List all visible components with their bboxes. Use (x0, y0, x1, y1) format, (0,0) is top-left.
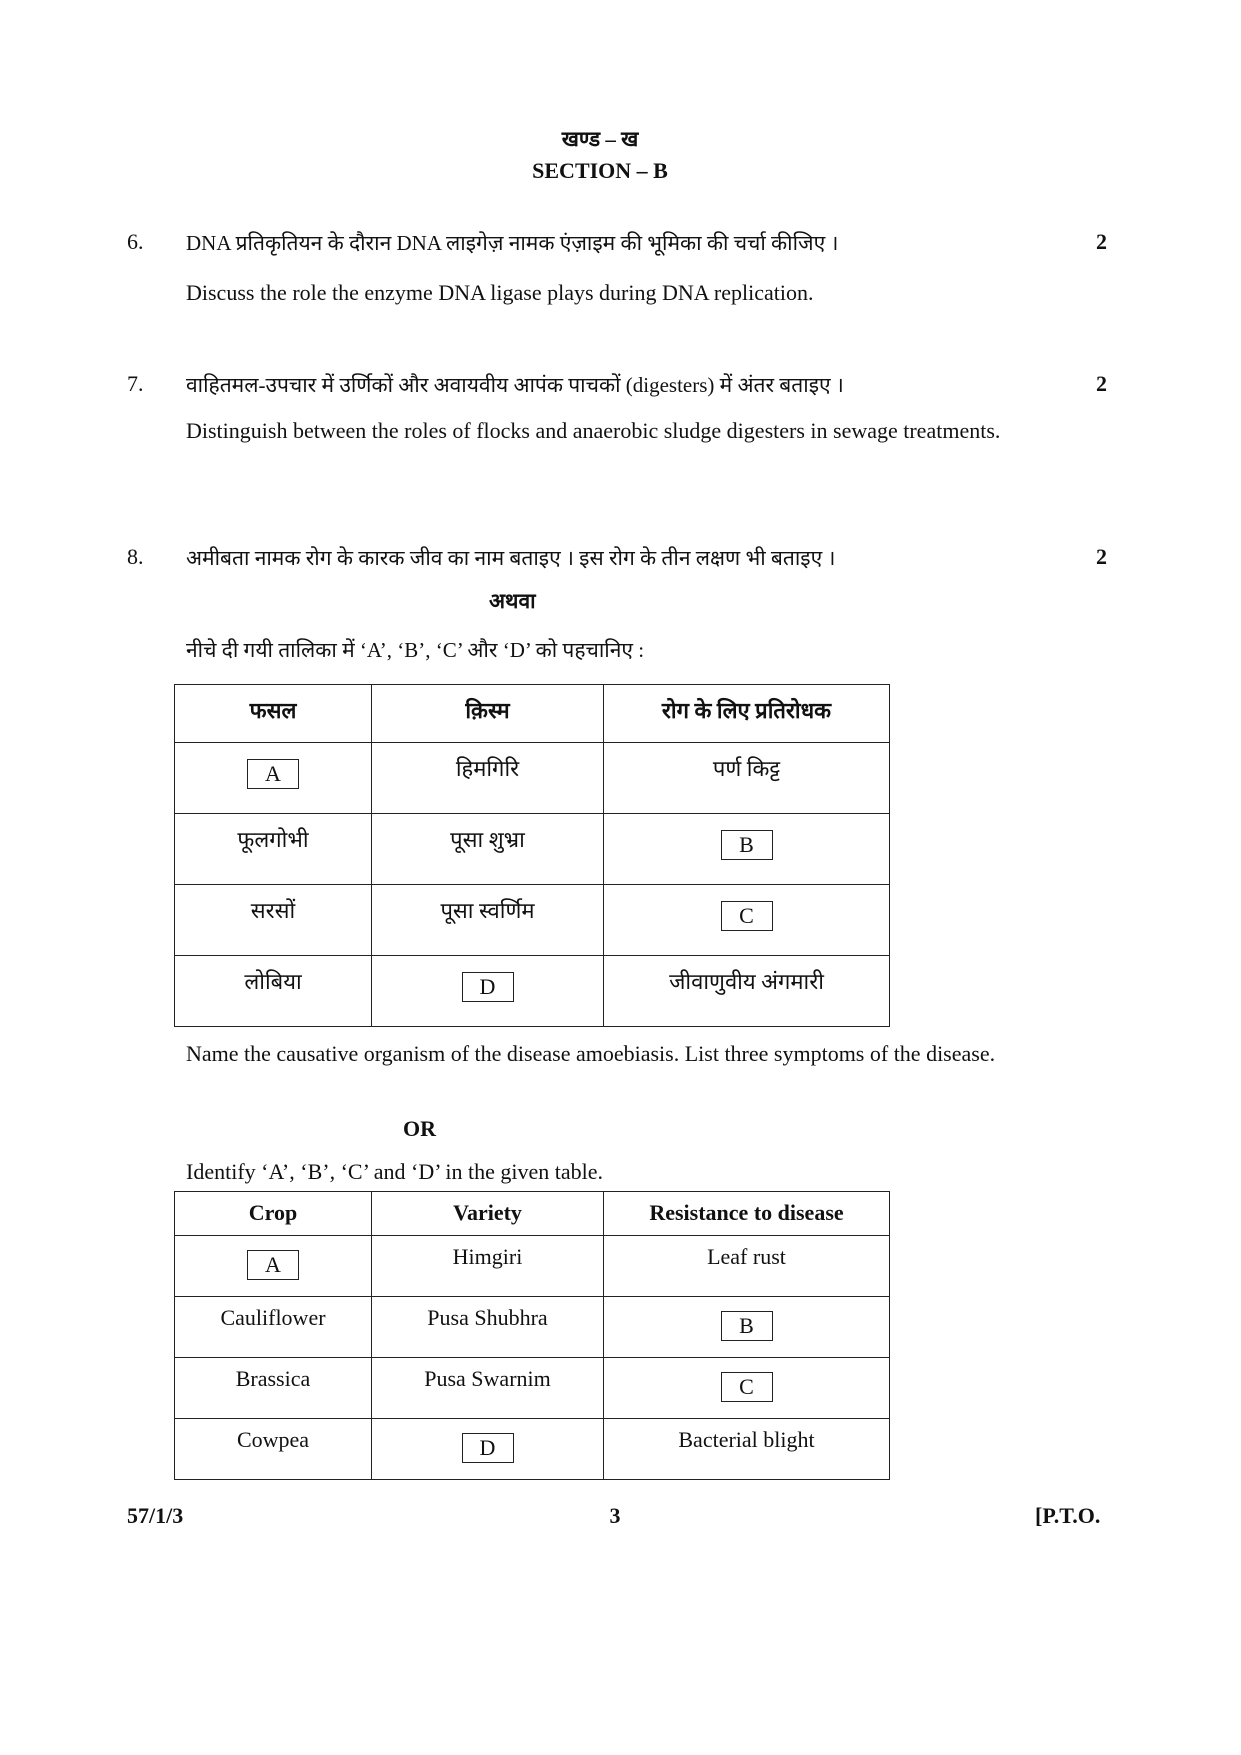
question-7-english: Distinguish between the roles of flocks and anaerobic sludge digesters in sewage treatments. (186, 418, 1001, 443)
table-row (175, 885, 890, 956)
or-english: OR (403, 1116, 436, 1141)
table-row (175, 743, 890, 814)
table-cell (372, 956, 604, 1027)
question-7-hindi: वाहितमल-उपचार में उर्णिकों और अवायवीय आपंक पाचकों (digesters) में अंतर बताइए । (186, 373, 844, 397)
table-english-header: Crop (175, 1192, 372, 1236)
table-cell: जीवाणुवीय अंगमारी (604, 956, 890, 1027)
table-cell (604, 1358, 890, 1419)
table-cell (604, 1297, 890, 1358)
table-cell: पर्ण किट्ट (604, 743, 890, 814)
table-hindi-header: रोग के लिए प्रतिरोधक (604, 685, 890, 743)
question-8-number: 8. (127, 544, 144, 569)
question-7-number: 7. (127, 371, 144, 396)
table-cell: Cowpea (175, 1419, 372, 1480)
table-hindi-header: क़िस्म (372, 685, 604, 743)
table-english (174, 1191, 890, 1480)
table-cell (175, 743, 372, 814)
table-row (175, 1358, 890, 1419)
table-cell: Himgiri (372, 1236, 604, 1297)
table-english-header-row (175, 1192, 890, 1236)
answer-box-d: D (462, 1433, 514, 1463)
pto-label: [P.T.O. (1035, 1503, 1101, 1528)
section-heading-hindi: खण्ड – ख (561, 127, 639, 151)
table-cell (372, 1419, 604, 1480)
table-cell: हिमगिरि (372, 743, 604, 814)
table-cell: पूसा शुभ्रा (372, 814, 604, 885)
answer-box-d: D (462, 972, 514, 1002)
table-cell (604, 814, 890, 885)
question-8-english: Name the causative organism of the disease amoebiasis. List three symptoms of the disease. (186, 1041, 996, 1066)
paper-code: 57/1/3 (127, 1503, 184, 1528)
table-cell: फूलगोभी (175, 814, 372, 885)
instruction-english: Identify ‘A’, ‘B’, ‘C’ and ‘D’ in the given table. (186, 1159, 604, 1184)
question-8-marks: 2 (1096, 544, 1107, 569)
question-6-marks: 2 (1096, 229, 1107, 254)
question-6-hindi: DNA प्रतिकृतियन के दौरान DNA लाइगेज़ नामक एंज़ाइम की भूमिका की चर्चा कीजिए । (186, 231, 839, 255)
section-heading-english: SECTION – B (532, 158, 668, 183)
or-hindi: अथवा (489, 589, 536, 613)
table-hindi-header-row (175, 685, 890, 743)
table-row (175, 1297, 890, 1358)
table-cell (604, 885, 890, 956)
question-6-number: 6. (127, 229, 144, 254)
table-hindi-header: फसल (175, 685, 372, 743)
table-cell: Leaf rust (604, 1236, 890, 1297)
answer-box-c: C (721, 901, 773, 931)
question-6-english: Discuss the role the enzyme DNA ligase plays during DNA replication. (186, 280, 814, 305)
table-cell: Bacterial blight (604, 1419, 890, 1480)
answer-box-a: A (247, 759, 299, 789)
instruction-hindi: नीचे दी गयी तालिका में ‘A’, ‘B’, ‘C’ और ‘D’ को पहचानिए : (186, 638, 645, 662)
table-cell: Cauliflower (175, 1297, 372, 1358)
table-row (175, 1419, 890, 1480)
table-cell: Brassica (175, 1358, 372, 1419)
table-cell (175, 1236, 372, 1297)
table-row (175, 1236, 890, 1297)
page-number: 3 (609, 1503, 621, 1528)
question-7-marks: 2 (1096, 371, 1107, 396)
answer-box-b: B (721, 830, 773, 860)
answer-box-b: B (721, 1311, 773, 1341)
table-cell: पूसा स्वर्णिम (372, 885, 604, 956)
table-english-header: Resistance to disease (604, 1192, 890, 1236)
table-hindi (174, 684, 890, 1027)
table-cell: लोबिया (175, 956, 372, 1027)
table-row (175, 814, 890, 885)
table-row (175, 956, 890, 1027)
table-cell: Pusa Shubhra (372, 1297, 604, 1358)
answer-box-c: C (721, 1372, 773, 1402)
answer-box-a: A (247, 1250, 299, 1280)
question-8-hindi: अमीबता नामक रोग के कारक जीव का नाम बताइए । इस रोग के तीन लक्षण भी बताइए । (186, 546, 836, 570)
table-cell: Pusa Swarnim (372, 1358, 604, 1419)
table-cell: सरसों (175, 885, 372, 956)
table-english-header: Variety (372, 1192, 604, 1236)
